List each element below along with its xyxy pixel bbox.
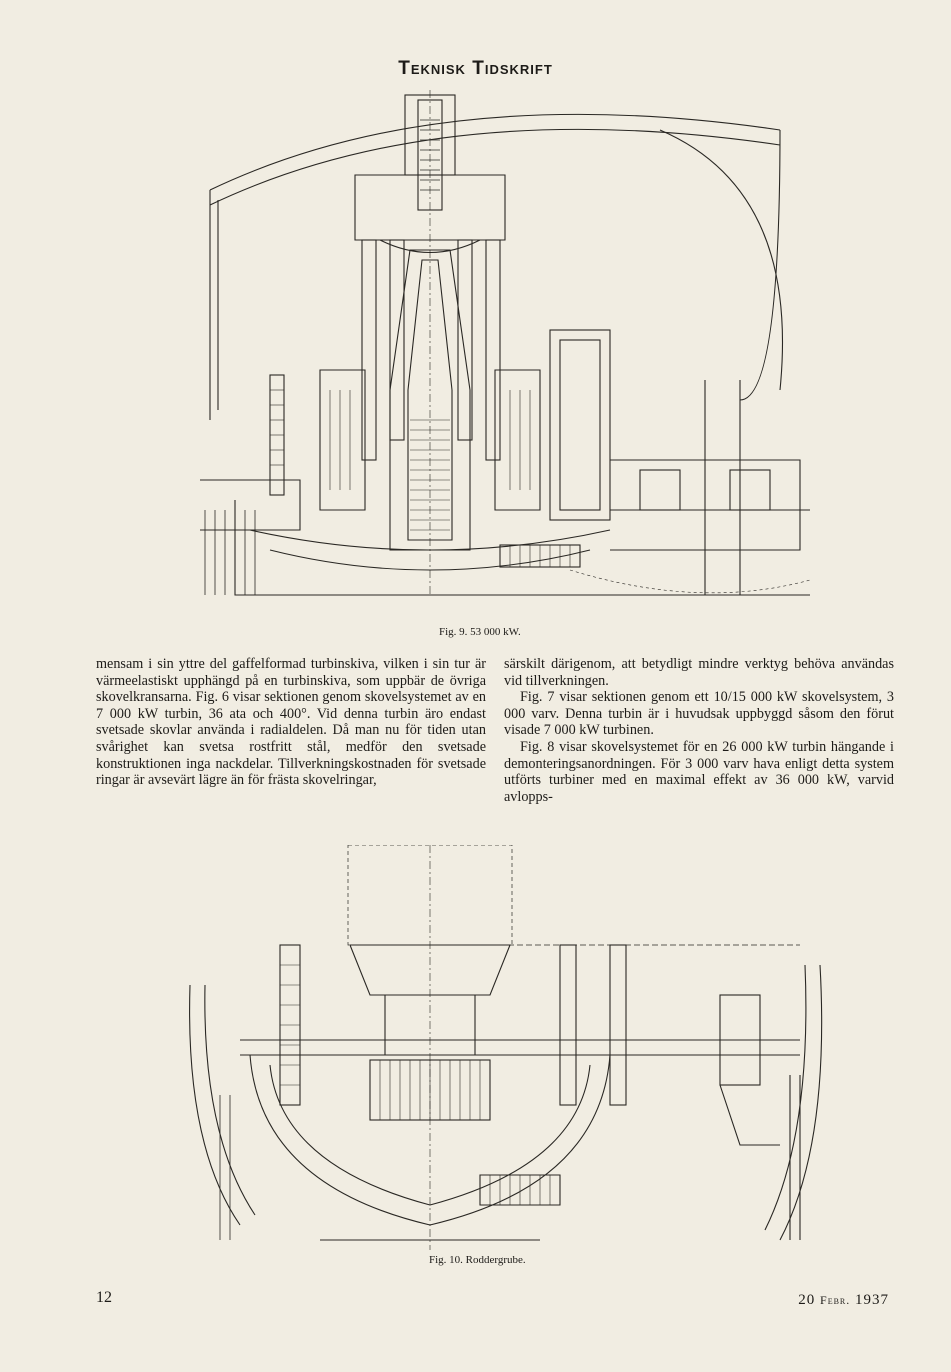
paragraph: Fig. 8 visar skovelsystemet för en 26 000 kW turbin hängande i demonteringsanordningen. För 3 000 varv hava enligt detta system utförts turbiner med en maximal effekt av 36 000 kW, varvid avlopps-: [504, 738, 894, 805]
paragraph: Fig. 7 visar sektionen genom ett 10/15 000 kW skovelsystem, 3 000 varv. Denna turbin är i huvudsak uppbyggd såsom den förut visade 7 000 kW turbinen.: [504, 689, 894, 739]
date-month: Febr.: [820, 1293, 851, 1307]
date-day: 20: [798, 1292, 816, 1308]
issue-date: [798, 1292, 889, 1309]
figure-9-drawing: [140, 90, 820, 615]
page-number: 12: [96, 1289, 112, 1306]
paragraph: särskilt därigenom, att betydligt mindre verktyg behöva användas vid tillverkningen.: [504, 656, 894, 689]
date-year: 1937: [855, 1292, 889, 1308]
text-column-right: [504, 656, 894, 805]
text-column-left: [96, 656, 486, 789]
paragraph: mensam i sin yttre del gaffelformad turbinskiva, vilken i sin tur är värmeelastiskt upphängd på en turbinskiva, som uppbär de övriga skovelkransarna. Fig. 6 visar sektionen genom skovelsystemet av en 7 000 kW turbin, 36 ata och 400°. Vid denna turbin äro endast svetsade skovlar använda i radialdelen. Då man nu för tiden utan svårighet kan svetsa rostfritt stål, medför den svetsade konstruktionen inga nackdelar. Tillverkningskostnaden för svetsade ringar är avsevärt lägre än för frästa skovelringar,: [96, 656, 486, 789]
figure-9-caption: Fig. 9. 53 000 kW.: [439, 626, 521, 638]
figure-10-drawing: [180, 845, 840, 1250]
journal-header: Teknisk Tidskrift: [398, 58, 553, 79]
figure-10-caption: Fig. 10. Roddergrube.: [429, 1254, 526, 1266]
